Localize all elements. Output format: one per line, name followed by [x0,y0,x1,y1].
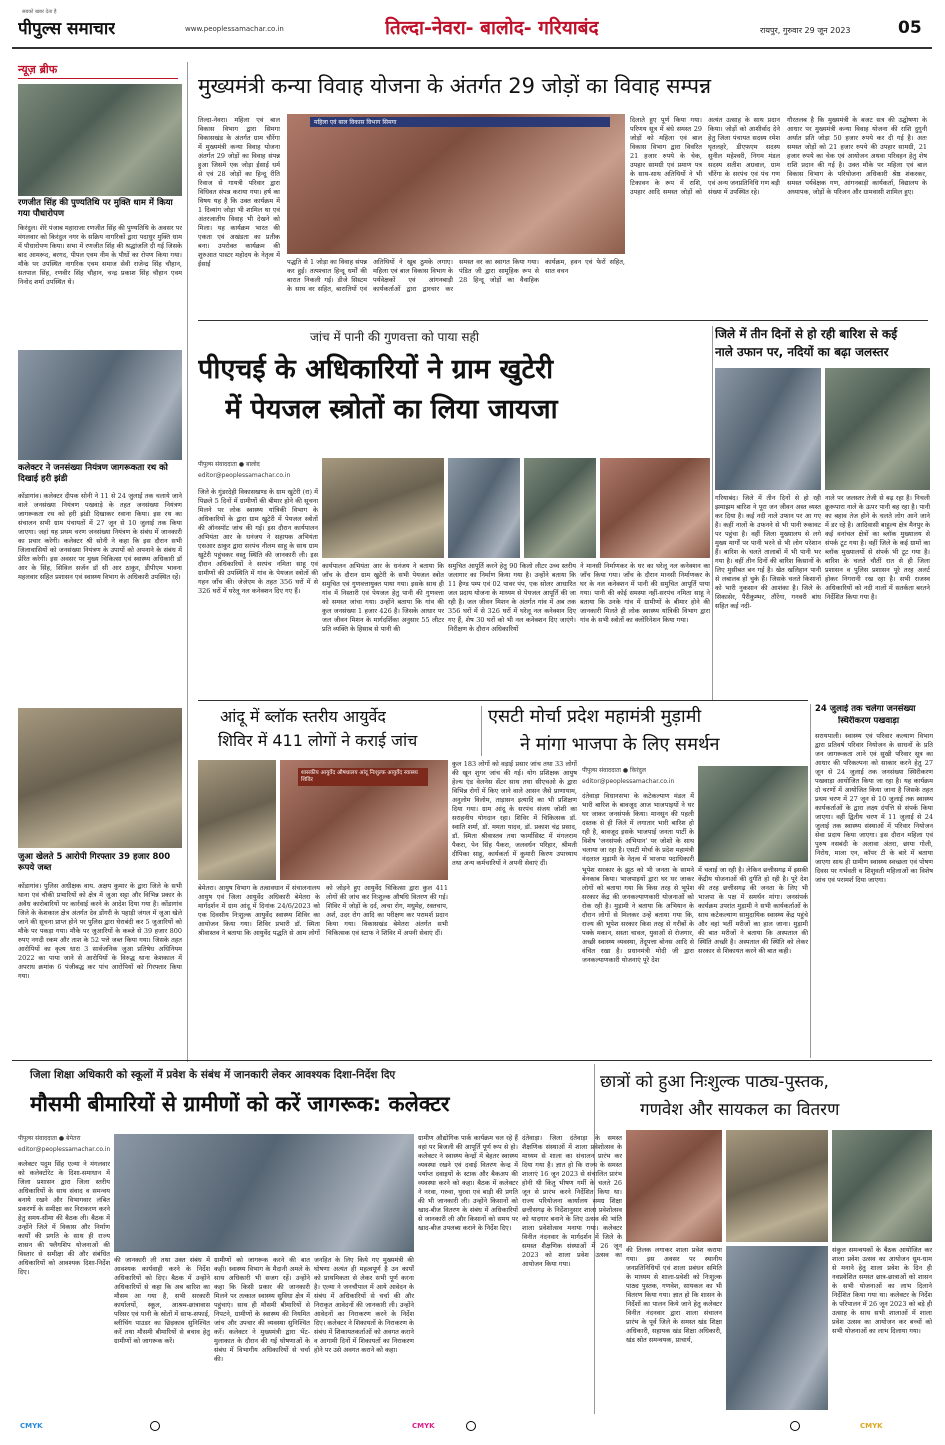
deo-email[interactable]: editor@peoplessamachar.co.in [18,1146,111,1153]
population-headline-line2: स्थिरीकरण पखवाड़ा [838,716,900,726]
deo-body-col1: कलेक्टर पदुम सिंह एल्मा ने मंगलवार को कलेक्टोरेट के दिशा-समाधान में जिला प्रशासन द्वारा जिला स्तरीय अधिकारियों के साथ संवाद व समन्वय बनाये रखने और विभागवार लंबित प्रकरणों के समीक्षा कर निराकरण करने हेतु समय-सीमा की बैठक ली। बैठक में उन्होंने जिले में विकास और निर्माण कार्यों की प्रगति के साथ ही राज्य शासन की फ्लैगशिप योजनाओं की विस्तार से समीक्षा की और संबंधित अधिकारियों को आवश्यक दिशा-निर्देश दिए। [18,1160,110,1276]
deo-body-col2: की जानकारी ली तथा उक्त संबंध में आवश्यक कार्यवाही करने के निर्देश अधिकारियों को दिए। बैठक में उन्होंने अधिकारियों से कहा कि अब बारिश का मौसम आ गया है, सभी सरकारी कार्यालयों, स्कूल, आश्रम-छात्रावास परिसर एवं पानी के स्रोतों में साफ-सफाई, ब्लीचिंग पाउडर का छिड़काव सुनिश्चित करें तथा मौसमी बीमारियों से बचाव हेतु ग्रामीणों को जागरूक करें। [114,1256,210,1345]
registration-mark-center [466,1421,476,1431]
books-photo-2 [726,1130,828,1242]
brief-1-photo [18,84,182,196]
brief-3-photo [18,708,182,848]
phe-byline-place: बालोद [246,461,260,468]
rain-photo-2 [825,368,930,490]
books-photo-4 [726,1246,828,1410]
dateline: रायपुर, गुरुवार 29 जून 2023 [760,26,851,35]
news-brief-label: न्यूज़ ब्रीफ [18,63,58,76]
paper-tagline: सबको खबर देता है [22,9,57,15]
lead-body-col2: पद्धति से 1 जोड़ा का विवाह संपन्न कर हुई। तत्पश्चात हिन्दू धर्मों की बारात निकली गई। डीजे सिस्टम के साथ वर सहित, बारातियों एवं अतिथियों ने खूब ठुमके लगाए। महिला एवं बाल विकास विभाग के पर्यवेक्षकों एवं आंगनबाड़ी कार्यकर्ताओं द्वारा द्वारचार कर समस्त वर का स्वागत किया गया। पंडित जी द्वारा सामूहिक रूप से 28 हिन्दू जोड़ों का वैवाहिक कार्यक्रम, हवन एवं फेरों सहित, सात वचन [287,258,625,293]
brief-column-divider [187,62,188,1062]
st-morcha-body-col2: भूपेश सरकार के झूठ को भी जनता के सामने बेनकाब किया। भाजपाइयों द्वारा घर घर जाकर लोगों को बताया गया कि किस तरह से भूपेश सरकार केंद्र की जनकल्याणकारी योजनाओं को रोक रही है। मुड़ामी ने बताया कि अभियान के दौरान लोगों से मिलकर उन्हें बताया गया कि, राज्य की भूपेश सरकार किस तरह से गरीबों के पक्के मकान, सस्ता चावल, युवाओं से रोजगार, अच्छी स्वास्थ्य व्यवस्था, तेंदूपत्ता बोनस आदि से वंचित रखा है। प्रधानमंत्री मोदी जी द्वारा जनकल्याणकारी योजनाएं पूरे देश [582,866,694,964]
phe-body-col2: कार्यपालन अभियंता आर के धनंजय ने बताया कि जाँच के दौरान ग्राम खुटेरी के सभी पेयजल स्त्रोत समुचित एवं गुणवत्तायुक्त पाया गया। इसके साथ ही गांव में निस्तारी एवं पेयजल हेतु पानी की गुणवत्ता को समस्त जांचा गया। उन्होंने बताया कि गांव की कुल जनसंख्या 1 हजार 426 है। जिसके आधार पर जल जीवन मिशन के मार्गदर्शिका अनुसार 55 लीटर प्रति व्यक्ति के हिसाब से पानी की [322,562,444,633]
st-morcha-body-col1: दंतेवाड़ा विधानसभा के कटेकल्याण मंडल में भारी बारिश के बावजूद आज भाजपाइयों ने घर घर जाकर जनसंपर्क किया। मानसून की पहली दस्तक से ही जिले में लगातार भारी बारिश हो रही है, बावजूद इसके भाजपाई जनता पार्टी के विशेष 'जनसंपर्क अभियान' पर जोशो के साथ चलाया जा रहा है। एसटी मोर्चा के प्रदेश महामंत्री नंदलाल मुड़ामी के नेतृत्व में भाजपा पदाधिकारी [582,792,694,862]
phe-headline-line1: पीएचई के अधिकारियों ने ग्राम खुटेरी [198,354,554,385]
ayurveda-body-col1: बेमेतरा। आयुष विभाग के तत्वावधान में संचालनालय आयुष एवं जिला आयुर्वेद अधिकारी बेमेतरा के मार्गदर्शन में ग्राम आंदू में दिनांक 24/6/2023 को एक दिवसीय निःशुल्क आयुर्वेद स्वास्थ्य शिविर का आयोजन किया गया। शिविर प्रभारी डॉ. स्मिता श्रीवास्तव ने बताया कि आयुर्वेद पद्धति से आम लोगों को जोड़ने हुए आयुर्वेद चिकित्सा द्वारा कुल 411 लोगों की जांच कर निःशुल्क औषधि वितरण की गई। शिविर में जोड़ों के दर्द, त्वचा रोग, मधुमेह, रक्तचाप, अर्श, उदर रोग आदि का परीक्षण कर परामर्श प्रदान किया गया। विकासखंड बेमेतरा अंतर्गत सभी चिकित्सक एवं स्टाफ ने शिविर में अपनी सेवाएं दीं। [198,884,448,937]
population-body: सरायपाली। स्वास्थ्य एवं परिवार कल्याण विभाग द्वारा प्रतिवर्ष परिवार नियोजन के साधनों के प्रति जन जागरूकता लाने एवं सुखी परिवार सूत्र का आधार की परिकल्पना को साकार करने हेतु 27 जून से 24 जुलाई तक जनसंख्या स्थिरीकरण पखवाड़ा आयोजित किया जा रहा है। यह कार्यक्रम दो चरणों में आयोजित किया जाना है जिसके तहत प्रथम चरण में 27 जून से 10 जुलाई तक स्वास्थ्य कार्यकर्ताओं के द्वारा लक्ष्य दंपत्ति से संपर्क किया जाएगा। वहीं द्वितीय चरण में 11 जुलाई से 24 जुलाई तक स्वास्थ्य संस्थाओं में परिवार नियोजन सेवा प्रदाय किया जाएगा। इस दौरान महिला एवं पुरुष नसबंदी के अलावा अंतरा, छाया गोली, निरोध, माला एन, कॉपर टी के बारे में बताया जाएगा साथ ही ग्रामीण स्वास्थ्य स्वच्छता एवं पोषण दिवस पर गर्भवती व शिशुवती महिलाओं का विशेष जांच एवं परामर्श दिया जाएगा। [815,732,933,884]
st-morcha-photo [698,766,808,862]
edition-title: तिल्दा-नेवरा- बालोद- गरियाबंद [385,17,599,39]
st-morcha-email[interactable]: editor@peoplessamachar.co.in [582,778,675,785]
lead-photo [287,114,625,254]
lead-body-col1: तिल्दा-नेवरा। महिला एवं बाल विकास विभाग द्वारा सिमगा विकासखंड के अंतर्गत ग्राम चौरेंगा में मुख्यमंत्री कन्या विवाह योजना अंतर्गत 29 जोड़ों का विवाह संपन्न हुआ जिसमें एक जोड़ा ईसाई धर्म से एवं 28 जोड़ों का हिन्दू रीति रिवाज से गायत्री परिवार द्वारा विधिवत संपन्न कराया गया। हर्ष का विषय यह है कि उक्त कार्यक्रम में 1 दिव्यांग जोड़ा भी शामिल था एवं अंतरजातीय विवाह भी देखने को मिला। यह कार्यक्रम भारत की एकता एवं अखंडता का प्रतीक बना। उपरोक्त कार्यक्रम की शुरुआत पास्टर महोदय के नेतृत्व में ईसाई [198,116,280,268]
phe-kicker: जांच में पानी की गुणवत्ता को पाया सही [310,330,479,344]
rain-headline-line1: जिले में तीन दिनों से हो रही बारिश से कई [715,327,898,341]
st-morcha-body-col3: में चलाई जा रही है। लेकिन छत्तीसगढ़ में इसकी केंद्रीय योजनाओं की दुर्गति हो रही है। पूरे देश की तरह छत्तीसगढ़ की जनता के लिए भी भाजपा के पक्ष में समर्थन मांगा। जनसंपर्क कार्यक्रम उपरांत मुड़ामी ने सभी कार्यकर्ताओं के साथ कटेकल्याण सामुदायिक स्वास्थ्य केंद्र पहुंचे और वहां भर्ती मरीजों का हाल जाना। मुड़ामी की बात मरीजों ने बताया कि अस्पताल की स्थिति अच्छी है। अस्पताल की स्थिति को लेकर सरकार से शिकायत करने की बात कही। [698,866,808,955]
ayurveda-headline-line1: आंदू में ब्लॉक स्तरीय आयुर्वेद [220,707,386,726]
lead-body-col4: गौरतलब है कि मुख्यमंत्री के बजट सत्र की उद्घोषणा के आधार पर मुख्यमंत्री कन्या विवाह योजना की राशि दुगुनी अर्थात प्रति जोड़ा 50 हजार रुपये कर दी गई है। अतः समस्त जोड़ों को 21 हजार रुपये की उपहार सामग्री, 21 हजार रुपये का चेक एवं आयोजन अथवा परिवहन हेतु शेष राशि प्रदान की गई है। उक्त मौके पर महिला एवं बाल विकास विभाग के परियोजना अधिकारी श्रेष्ठ शंकरकर, समस्त पर्यवेक्षक गण, आंगनबाड़ी कार्यकर्ता, विद्यालय के अध्यापक, जोड़ों के परिजन और ग्रामवासी शामिल हुए। [787,116,927,196]
deo-photo [114,1134,414,1252]
brief-1-body: किरंदुल। शेरे पंजाब महाराजा रणजीत सिंह की पुण्यतिथि के अवसर पर मंगलवार को किरंदुल नगर के सक्रिय नागरिकों द्वारा पदाधुर मुक्ति धाम में पौधारोपण किया। सभा में रणजीत सिंह की श्रद्धांजलि दी गई जिसके बाद आमरूद, बरगद, पीपल एवम नीम के पौधों का रोपण किया गया। मौके पर उपस्थित नागरिक एवम समाज सेवी राजेन्द्र सिंह चौहान, सतपाल सिंह, रणवीर सिंह चौहान, चन्द्र प्रकाश सिंह चौहान एवम निनोद शर्मा उपस्थित थे। [18,224,182,286]
deo-body-col4b: जनहित के लिए किये गए मुख्यमंत्री की घोषणा अत्यंत ही महत्वपूर्ण है उन कार्यों को प्राथमिकता से लेकर सभी पूर्ण करना है। एल्मा ने जनचौपाल में आये आवेदन के संबंध में अधिकारियों से चर्चा की और निराकृत आवेदनों की जानकारी ली। उन्होंने आवेदनों का निराकरण करने के निर्देश दिए। कलेक्टर ने शिकायतों के निराकरण के संबंध में शिकायतकर्ताओं को अवगत कराने व आगामी दिनों में शिकायतों का निराकरण होने पर उसे अवगत कराने को कहा। [314,1256,414,1354]
books-headline-line1: छात्रों को हुआ निःशुल्क पाठ्य-पुस्तक, [600,1072,829,1092]
masthead-rule [12,47,932,49]
phe-byline-name: पीपुल्स संवाददाता [198,461,237,468]
population-headline-line1: 24 जुलाई तक चलेगा जनसंख्या [815,704,916,714]
ayurveda-headline-line2: शिविर में 411 लोगों ने कराई जांच [218,731,418,750]
registration-mark-left [150,1421,160,1431]
deo-kicker: जिला शिक्षा अधिकारी को स्कूलों में प्रवेश के संबंध में जानकारी लेकर आवश्यक दिशा-निर्देश दिए [30,1069,396,1081]
paper-name: पीपुल्स समाचार [18,19,116,39]
phe-body-col4: ने मानसी निर्माणकर के घर का घरेलू नल कनेक्शन का जाँच किया गया। जाँच के दौरान मानसी निर्माणकर के घर के नल कनेक्शन में पानी की समुचित आपूर्ति पाया गया। पानी की कोई समस्या नहीं-सरपंच नमिता साहू ने बताया कि उनके गांव में ग्रामीणों के बीमार होने की जानकारी मिलते ही लोक स्वास्थ्य यांत्रिकी विभाग द्वारा गांव के सभी स्त्रोतों का क्लोरिनेशन किया गया। [580,562,710,624]
brief-1-headline: रणजीत सिंह की पुण्यतिथि पर मुक्ति धाम में किया गया पौधारोपण [18,198,173,219]
books-headline-line2: गणवेश और सायकल का वितरण [640,1100,840,1120]
ayurveda-body-col2: कुल 183 लोगों को वड़ाई प्रसार जांच तथा 33 लोगों की खून शुगर जांच की गई। योग प्रशिक्षक आयुष हेल्थ एंड वेलनेस सेंटर साथ तथा सीएचओ के द्वारा विभिन्न रोगों में किए जाने वाले आसन जैसे प्राणायाम, अनुलोम विलोम, ताड़ासन इत्यादि का भी प्रशिक्षण दिया गया। ग्राम आंदू के सरपंच संजय जोशी का सराहनीय योगदान रहा। शिविर में चिकित्सक डॉ. स्वाति शर्मा, डॉ. ममता यादव, डॉ. प्रकाश चंद्र प्रसाद, डॉ. स्मिता श्रीवास्तव तथा फार्मासिस्ट में मंगलराम पैकरा, पेन सिंह पैकरा, जलवर्धन परिहार, श्रीमती दीपिका साहू, कार्यकर्ता में कुमारी किरण उपाध्याय तथा अन्य कर्मचारियों ने अपनी सेवाएं दीं। [452,760,577,867]
deo-byline-place: बेमेतरा [66,1135,81,1142]
ayurveda-divider [481,706,482,756]
rain-body-col2: नाले पर जलस्तर तेजी से बढ़ रहा है। निचली क्रूरूपारा नाले के ऊपर पानी बह रहा है। पानी का बहाव तेज होने के चलते लोग आने जाने में डर रहे है। आदिवासी बाहुल्य क्षेत्र मैनपुर के कई वनांचल क्षेत्रों का ब्लॉक मुख्यालय से संपर्क टूट गया है। वहीं जिले के कई ग्रामों का ब्लॉक मुख्यालयों से संपर्क भी टूट गया है। बारिश के चलते चौतीं रात से ही जिला प्रशासन व पुलिस प्रशासन पूरे तरह अलर्ट होकर निगरानी रख रहा है। सभी राजस्व अधिकारियों को नदी नालों में सतर्कता बरतने निर्देशित किया गया है। [825,494,930,601]
registration-mark-right [790,1421,800,1431]
news-brief-rule [18,78,178,79]
lead-bottom-rule [198,320,928,321]
deo-body-col5: ग्रामीण औद्योगिक पार्क कार्यक्रम चल रहे हैं वहां पर बिजली की आपूर्ति पूर्ण रूप से हो। कलेक्टर ने स्वास्थ्य केन्द्रों में बेहतर स्वास्थ्य व्यवस्था रखने एवं दवाई वितरण केन्द्र में पर्याप्त दवाइयों के स्टाक और बैकअप की व्यवस्था करने को कहा। बैठक में कलेक्टर ने नरवा, गरुवा, घुरवा एवं बाड़ी की प्रगति की भी जानकारी ली। उन्होंने किसानों को खाद-बीज वितरण के संबंध में अधिकारियों से जानकारी ली और किसानों को समय पर खाद-बीज उपलब्ध कराने के निर्देश दिए। [418,1134,518,1232]
rain-headline-line2: नाले उफान पर, नदियों का बढ़ा जलस्तर [715,345,889,359]
lead-headline: मुख्यमंत्री कन्या विवाह योजना के अंतर्गत 29 जोड़ों का विवाह सम्पन्न [198,74,712,98]
rain-photo-1 [715,368,821,490]
phe-headline-line2: में पेयजल स्त्रोतों का लिया जायजा [225,394,558,425]
deo-byline: पीपुल्स संवाददाता ● बेमेतरा [18,1135,81,1142]
st-morcha-headline-line2: ने मांगा भाजपा के लिए समर्थन [520,734,720,755]
lower-rule [12,1060,932,1061]
rain-body-col1: गरियाबंद। जिले में तीन दिनों से हो रही झमाझम बारिश ने पूरा जन जीवन अस्त व्यस्त कर दिया है। कई नदी नाले उफान पर आ गए है। कहीं नालों के उफनने से भी पानी रुकावट पर पहुंचा है। वहीं जिला मुख्यालय से लगे मुख्य मार्गों पर पानी भरने से भी लोग परेशान हैं। बारिश के चलते तालाबों में भी पानी भर गया है। वहीं तीन दिनों की बारिश किसानों के लिए मुसीबत बन गई है। खेत खलिहान पानी से लबालब हो चुके हैं। जिसके चलते किसानों को भारी नुकसान की आशंका है। जिले के सिकासेर, पैरीकुम्भर, तौरेंगा, गनवरी बांध सहित कई नदी- [715,494,821,610]
brief-3-body: कोंडागांव। पुलिस अधीक्षक वाय. अक्षय कुमार के द्वारा जिले के सभी थाना एवं चौकी प्रभारियों को क्षेत्र में जुआ सट्टा और विभिन्न प्रकार के अवैध कारोबारियों पर कार्रवाई करने के आदेश दिया गया है। कोंडागांव जिले के केशकाल क्षेत्र अंतर्गत देव डोंगरी के पहाड़ी जंगल में जुआ खेले जाने की सूचना प्राप्त होने पर पुलिस द्वारा घेराबंदी कर 5 जुआरियों को मौके पर पकड़ा गया। मौके पर जुआरियों के कब्जे से 39 हजार 800 रुपए नगदी रकम और ताश के 52 पत्ते जब्त किया गया। जिसके तहत आरोपियों का कृत्य धारा 3 सार्वजनिक जुआ प्रतिषेध अधिनियम 2022 का पाया जाने से आरोपियों के विरुद्ध थाना केशकाल में अपराध क्रमांक 6 पंजीबद्ध कर पांच आरोपियों को गिरफ्तार किया गया। [18,882,182,980]
deo-headline: मौसमी बीमारियों से ग्रामीणों को करें जागरूक: कलेक्टर [30,1092,450,1116]
brief-2-body: कोंडागांव। कलेक्टर दीपक सोनी ने 11 से 24 जुलाई तक चलाये जाने वाले जनसंख्या नियंत्रण पखवाड़े के तहत जनसंख्या नियंत्रण जागरूकता रथ को हरी झंडी दिखाकर रवाना किया। इस रथ का संचालन सभी ग्राम पंचायतों में 27 जून से 10 जुलाई तक किया जाएगा। जहां यह प्रथम चरण जनसंख्या नियंत्रण के संबंध में जानकारी का प्रचार करेगी। कलेक्टर श्री सोनी ने कहा कि इस दौरान सभी जिलावासियों को जनसंख्या नियंत्रण के उपायों को अपनाने के संबंध में प्रेरित करेगी। इस अवसर पर मुख्य चिकित्सा एवं स्वास्थ्य अधिकारी डॉ आर के सिंह, सिविल सर्जन डॉ सी आर ठाकुर, डीपीएम भावना महलवार सहित प्रशासन एवं स्वास्थ्य विभाग के अधिकारी उपस्थित रहें। [18,492,182,581]
ayurveda-banner: शासकीय आयुर्वेद औषधालय आंदू निःशुल्क आयुर्वेद स्वास्थ्य शिविर [298,768,428,786]
website-url[interactable]: www.peoplessamachar.co.in [185,25,284,33]
books-photo-3 [832,1130,932,1242]
brief-2-photo [18,350,182,460]
st-morcha-byline-place: किरंदुल [630,767,646,774]
phe-photo-1 [322,458,444,558]
cmyk-label-right: CMYK [860,1422,883,1430]
footer-marks [0,1416,945,1438]
phe-body-col3: समुचित आपूर्ति करने हेतु 90 किलो लीटर उच्च स्तरीय जलागार का निर्माण किया गया है। उन्होंने बताया कि 11 हैण्ड पम्प एवं 02 पावर पंप, एक सोलर आधारित जल प्रदाय योजना के माध्यम से पेयजल आपूर्ति की जा रही है। जल जीवन मिशन के अंतर्गत गांव में अब तक 356 घरों में से 326 घरों में घरेलू नल कनेक्शन दिए गए हैं, शेष 30 घरों को भी नल कनेक्शन दिए जाएंगे। निरीक्षण के दौरान अधिकारियों [448,562,576,633]
books-body-col3: संकुल समन्वयकों के बैठक आयोजित कर शाला प्रवेश उत्सव का आयोजन धूम-धाम से मनाने हेतु शाला प्रवेश के दिन ही नवप्रवेशित समस्त छात्र-छात्राओं को शासन के सभी योजनाओं का लाभ दिलाने निर्देशित किया गया था। कलेक्टर के निर्देश के परिपालन में 26 जून 2023 को बड़े ही उत्साह के साथ सभी शालाओं में शाला प्रवेश उत्सव का आयोजन कर बच्चों को सभी योजनाओं का लाभ दिलाया गया। [832,1246,932,1335]
st-morcha-byline-name: पीपुल्स संवाददाता [582,767,621,774]
lead-photo-banner: महिला एवं बाल विकास विभाग सिमगा [310,117,610,127]
phe-photo-2 [448,458,520,558]
deo-byline-name: पीपुल्स संवाददाता [18,1135,57,1142]
brief-2-headline: कलेक्टर ने जनसंख्या नियंत्रण जागरूकता रथ को दिखाई हरी झंडी [18,463,168,484]
books-body-col2: की तिलक लगाकर शाला प्रवेश कराया गया। इस अवसर पर स्थानीय जनप्रतिनिधियों एवं शाला प्रबंधन समिति के माध्यम से शाला-प्रवेशी को निःशुल्क पाठ्य पुस्तक, गणवेश, सायकल का भी वितरण किया गया। ज्ञात हो कि शासन के निर्देशों का पालन किये जाने हेतु कलेक्टर विनीत नंदनवार द्वारा शाला संचालन प्रारंभ के पूर्व जिले के समस्त खंड शिक्षा अधिकारी, सहायक खंड शिक्षा अधिकारी, खंड स्रोत समन्वयक, प्राचार्य, [626,1246,722,1344]
phe-photo-4 [600,458,710,558]
deo-body-col3: ग्रामीणों को जागरूक करने की बात कही। स्वास्थ्य विभाग के मैदानी अमले के साथ अधिकारी भी सजग रहें। उन्होंने कहा कि किसी प्रकार की जानकारी मिलने पर तत्काल स्वास्थ्य सुविधा क्षेत्र में पहुंचाएं। साथ ही मौसमी बीमारियों से निपटने, ग्रामीणों के स्वास्थ्य की नियमित जांच और उपचार की व्यवस्था सुनिश्चित करें। कलेक्टर ने मुख्यमंत्री द्वारा भेंट-मुलाकात के दौरान की गई घोषणाओं के संबंध में विभागीय अधिकारियों से चर्चा की। [214,1256,310,1363]
books-photo-1 [626,1130,722,1242]
books-body-col1: दंतेवाड़ा। जिला दंतेवाड़ा के समस्त शैक्षणिक संस्थाओं में शाला प्रवेशोत्सव के माध्यम से शाला का संचालन प्रारंभ कर दिया गया है। ज्ञात हो कि राज्य के समस्त शालाएं 16 जून 2023 से संचालित प्रारंभ होनी थी किंतु भीषण गर्मी के चलते 26 जून से प्रारंभ करने निर्देशित किया था। राज्य परियोजना कार्यालय समग्र शिक्षा छत्तीसगढ़ के निर्देशानुसार शाला प्रवेशोत्सव को यादगार बनाने के लिए उत्सव की भांति शाला प्रवेशोत्सव मनाया गया। कलेक्टर विनीत नंदनवार के मार्गदर्शन में जिले के समस्त शैक्षणिक संस्थाओं में 26 जून 2023 को शाला प्रवेश उत्सव का आयोजन किया गया। [522,1134,622,1268]
ayurveda-photo-1 [198,760,276,880]
masthead [0,0,945,54]
st-morcha-byline: पीपुल्स संवाददाता ● किरंदुल [582,767,646,774]
mid-rule [198,700,808,701]
page-number: 05 [898,18,922,38]
phe-email[interactable]: editor@peoplessamachar.co.in [198,472,291,479]
brief-3-headline: जुआ खेलते 5 आरोपी गिरफ्तार 39 हजार 800 रूपये जब्त [18,852,171,873]
phe-byline: पीपुल्स संवाददाता ● बालोद [198,461,260,468]
phe-photo-3 [524,458,596,558]
st-morcha-headline-line1: एसटी मोर्चा प्रदेश महामंत्री मुड़ामी [488,706,702,727]
population-divider [810,704,811,1058]
lead-body-col3: दिलाते हुए पूर्ण किया गया। परिणय सूत्र में बंधे समस्त 29 जोड़ों को महिला एवं बाल विकास विभाग द्वारा विवरित 21 हजार रुपये के चेक, उपहार सामग्री एवं प्रमाण पत्र के साथ-साथ अतिथियों ने भी टिकावन के रूप में राशि, उपहार आदि समस्त जोड़ों को अत्यंत उत्साह के साथ प्रदान किया। जोड़ों को आशीर्वाद देने हेतु जिला पंचायत सदस्य रमेश घृतलहरे, डीएफएम सदस्य सुनील महेश्वरी, निगम मंडल सदस्य सतीश अग्रवाल, ग्राम चौरेंगा के सरपंच एवं पंच गण एवं अन्य जनप्रतिनिधि गण बड़ी संख्या में उपस्थित रहे। [630,116,780,196]
phe-body-col1: जिले के गुंडरदेही विकासखण्ड के ग्राम खुटेरी (रा) में पिछले 5 दिनों में ग्रामीणों की बीमार होने की सूचना मिलने पर लोक स्वास्थ्य यांत्रिकी विभाग के अधिकारियों के द्वारा ग्राम खुटेरी में पेयजल स्त्रोतों की ऑनस्पॉट जांच की गई। इस दौरान कार्यपालन अभियंता आर के धनंजय ने सहायक अभियंता एसआर ठाकुर द्वारा सरपंच नीलम साहू के साथ ग्राम खुटेरी पहुंचकर वस्तु स्थिति की जानकारी ली। इस दौरान अधिकारियों ने सरपंच नमिता साहू एवं ग्रामीणों की उपस्थिति में गांव के पेयजल स्त्रोतों की गहन जाँच की। जेजेएम के तहत 356 घरों में से 326 घरों में घरेलू नल कनेक्शन दिए गए हैं। [198,488,318,595]
cmyk-label-center: CMYK [412,1422,435,1430]
cmyk-label-left: CMYK [20,1422,43,1430]
rain-divider [712,326,713,700]
